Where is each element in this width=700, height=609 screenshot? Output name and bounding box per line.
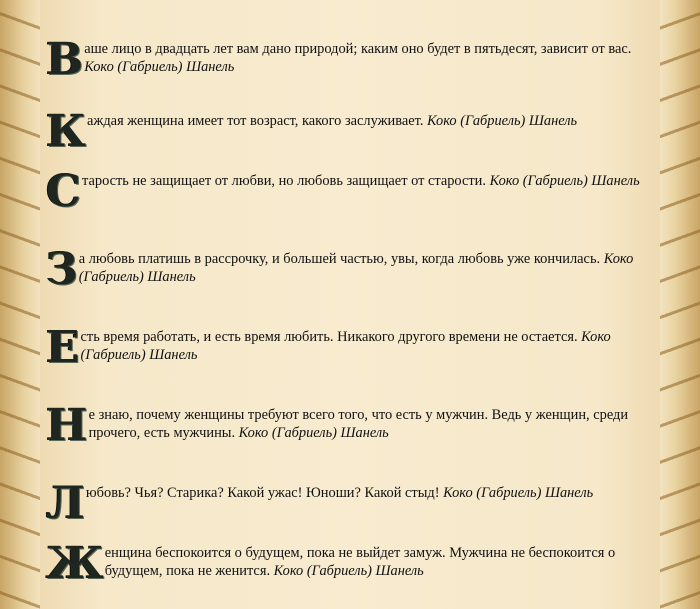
quote-author: Коко (Габриель) Шанель xyxy=(427,113,578,129)
quote-5 xyxy=(46,322,654,373)
quote-text: е знаю, почему женщины требуют всего того, что есть у мужчин. Ведь у женщин, среди прочего, есть мужчины. xyxy=(88,407,629,441)
quote-author: Коко (Габриель) Шанель xyxy=(238,425,389,441)
drop-cap: В xyxy=(46,34,84,85)
quote-2 xyxy=(46,106,654,157)
quote-author: Коко (Габриель) Шанель xyxy=(443,485,594,501)
quote-3 xyxy=(46,166,654,217)
scroll-left-edge xyxy=(0,0,40,609)
quote-author: Коко (Габриель) Шанель xyxy=(78,251,634,285)
quote-text: сть время работать, и есть время любить. Никакого другого времени не остается. xyxy=(80,329,578,345)
quote-1 xyxy=(46,34,654,85)
quote-text: а любовь платишь в рассрочку, и большей частью, увы, когда любовь уже кончилась. xyxy=(78,251,601,267)
drop-cap: Ж xyxy=(46,538,104,589)
quote-text: енщина беспокоится о будущем, пока не выйдет замуж. Мужчина не беспокоится о будущем, пока не женится. xyxy=(104,545,616,579)
quote-8 xyxy=(46,538,654,589)
scroll-right-edge xyxy=(660,0,700,609)
quote-author: Коко (Габриель) Шанель xyxy=(84,59,235,75)
drop-cap: Е xyxy=(46,322,80,373)
quote-7 xyxy=(46,478,654,529)
quote-author: Коко (Габриель) Шанель xyxy=(489,173,640,189)
quote-text: юбовь? Чья? Старика? Какой ужас! Юноши? Какой стыд! xyxy=(85,485,440,501)
quote-author: Коко (Габриель) Шанель xyxy=(273,563,424,579)
quote-text: тарость не защищает от любви, но любовь защищает от старости. xyxy=(82,173,486,189)
drop-cap: С xyxy=(46,166,82,217)
drop-cap: З xyxy=(46,244,78,295)
quote-4 xyxy=(46,244,654,295)
drop-cap: Н xyxy=(46,400,88,451)
drop-cap: Л xyxy=(46,478,85,529)
quote-text: аждая женщина имеет тот возраст, какого заслуживает. xyxy=(87,113,424,129)
quote-text: аше лицо в двадцать лет вам дано природой; каким оно будет в пятьдесят, зависит от вас. xyxy=(84,41,632,57)
quote-6 xyxy=(46,400,654,451)
drop-cap: К xyxy=(46,106,87,157)
quote-author: Коко (Габриель) Шанель xyxy=(80,329,611,363)
